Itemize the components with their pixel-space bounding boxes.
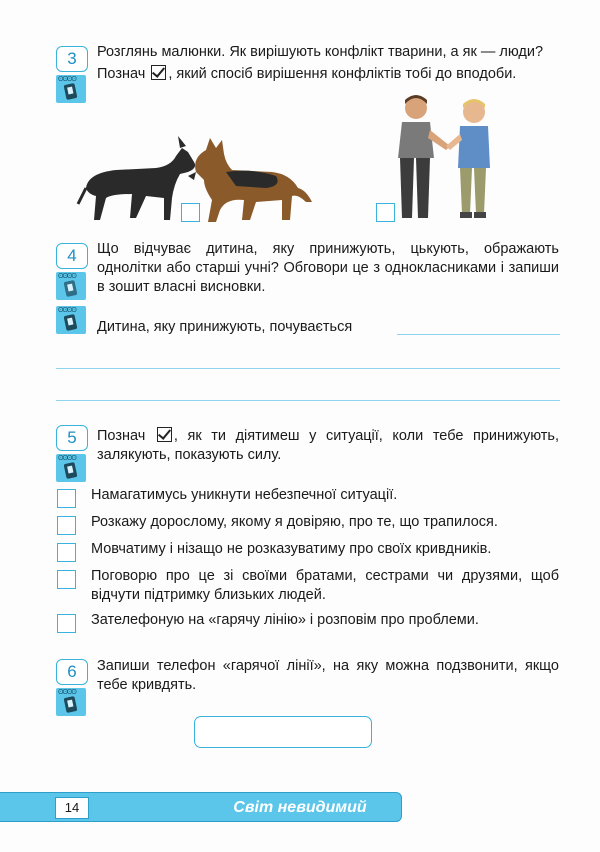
task-number-5: 5 — [56, 425, 88, 451]
task4-question: Що відчуває дитина, яку принижують, цькують, ображають однолітки або старші учні? Обговори це з однокласниками і запиши в зошит власні висновки. — [97, 241, 559, 295]
discussion-icon: ʘʘʘʘ — [56, 272, 86, 300]
notebook-icon: ʘʘʘʘ — [56, 306, 86, 334]
section-title: Світ невидимий — [233, 799, 367, 816]
handshake-boys-illustration — [394, 94, 504, 222]
answer-line[interactable] — [397, 334, 560, 335]
option-label: Розкажу дорослому, якому я довіряю, про те, що трапилося. — [91, 514, 498, 530]
task6-question: Запиши телефон «гарячої лінії», на яку можна подзвонити, якщо тебе кривдять. — [97, 658, 559, 693]
task3-line2: Познач , який спосіб вирішення конфліктів тобі до вподоби. — [97, 66, 517, 82]
option-animals-checkbox[interactable] — [181, 203, 200, 222]
task3-line1: Розглянь малюнки. Як вирішують конфлікт тварини, а як — люди? — [97, 44, 544, 60]
option-label: Намагатимусь уникнути небезпечної ситуації. — [91, 487, 398, 503]
checkmark-icon — [151, 65, 166, 80]
task-number-6: 6 — [56, 659, 88, 685]
task4-prompt: Дитина, яку принижують, почувається — [97, 319, 353, 335]
option-people-checkbox[interactable] — [376, 203, 395, 222]
answer-line[interactable] — [56, 400, 560, 401]
option-label: Поговорю про це зі своїми братами, сестрами чи друзями, щоб відчути підтримку близьких людей. — [91, 568, 559, 603]
checkmark-icon — [157, 427, 172, 442]
option-label: Зателефоную на «гарячу лінію» і розповім про проблеми. — [91, 612, 479, 628]
option-checkbox[interactable] — [57, 489, 76, 508]
page-number: 14 — [55, 797, 89, 819]
notebook-icon: ʘʘʘʘ — [56, 688, 86, 716]
option-checkbox[interactable] — [57, 543, 76, 562]
answer-line[interactable] — [56, 368, 560, 369]
option-label: Мовчатиму і нізащо не розказуватиму про своїх кривдників. — [91, 541, 492, 557]
task-number-3: 3 — [56, 46, 88, 72]
option-checkbox[interactable] — [57, 614, 76, 633]
task5-intro: Познач , як ти діятимеш у ситуації, коли тебе принижують, залякують, показують силу. — [97, 428, 560, 463]
notebook-icon: ʘʘʘʘ — [56, 454, 86, 482]
hotline-phone-input[interactable] — [194, 716, 372, 748]
task-number-4: 4 — [56, 243, 88, 269]
option-checkbox[interactable] — [57, 570, 76, 589]
notebook-icon: ʘʘʘʘ — [56, 75, 86, 103]
option-checkbox[interactable] — [57, 516, 76, 535]
